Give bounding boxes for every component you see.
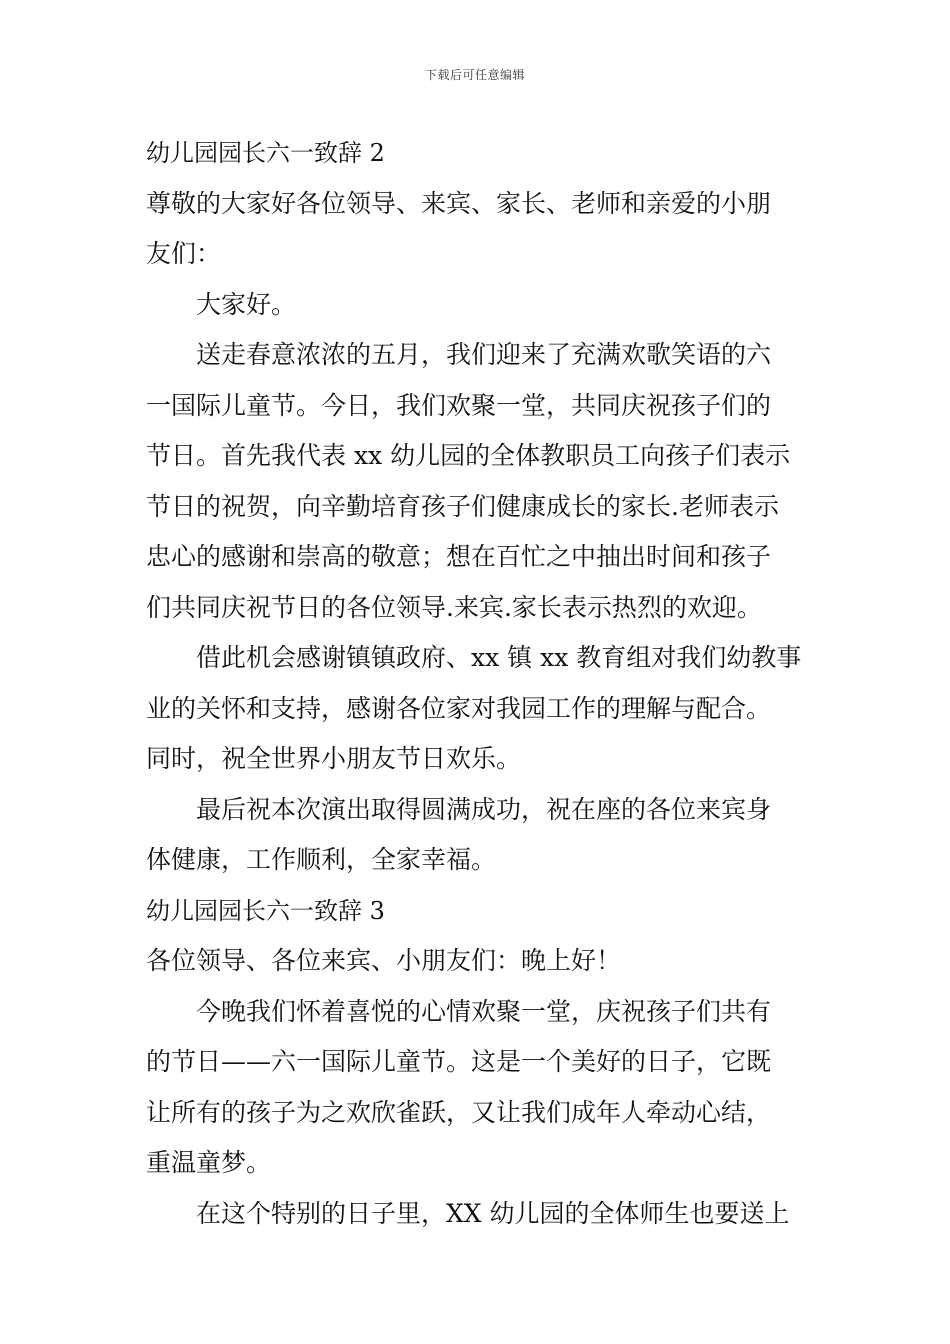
text-line: 的节日——六一国际儿童节。这是一个美好的日子，它既 (146, 1047, 772, 1076)
text-line: 借此机会感谢镇镇政府、xx 镇 xx 教育组对我们幼教事 (146, 643, 802, 672)
text-line: 送走春意浓浓的五月，我们迎来了充满欢歌笑语的六 (146, 340, 772, 369)
text-line: 们共同庆祝节日的各位领导.来宾.家长表示热烈的欢迎。 (146, 592, 762, 622)
document-body (146, 128, 810, 1239)
section-title: 幼儿园园长六一致辞 3 (146, 896, 385, 925)
text-line: 一国际儿童节。今日，我们欢聚一堂，共同庆祝孩子们的 (146, 390, 772, 420)
text-line: 最后祝本次演出取得圆满成功，祝在座的各位来宾身 (146, 794, 772, 824)
page-header-note: 下载后可任意编辑 (424, 68, 525, 82)
text-line: 各位领导、各位来宾、小朋友们：晚上好！ (146, 946, 622, 975)
text-line: 忠心的感谢和崇高的敬意；想在百忙之中抽出时间和孩子 (146, 542, 772, 571)
text-line: 让所有的孩子为之欢欣雀跃，又让我们成年人牵动心结， (146, 1097, 772, 1127)
text-line: 大家好。 (146, 289, 297, 319)
text-line: 今晚我们怀着喜悦的心情欢聚一堂，庆祝孩子们共有 (146, 996, 772, 1026)
text-line: 尊敬的大家好各位领导、来宾、家长、老师和亲爱的小朋 (146, 188, 772, 218)
text-line: 友们： (146, 239, 222, 268)
section-title: 幼儿园园长六一致辞 2 (146, 139, 385, 167)
text-line: 同时，祝全世界小朋友节日欢乐。 (146, 744, 522, 773)
text-line: 体健康，工作顺利，全家幸福。 (146, 845, 497, 874)
text-line: 在这个特别的日子里，XX 幼儿园的全体师生也要送上 (146, 1198, 790, 1228)
text-line: 节日。首先我代表 xx 幼儿园的全体教职员工向孩子们表示 (146, 441, 791, 470)
text-line: 业的关怀和支持，感谢各位家对我园工作的理解与配合。 (146, 693, 772, 723)
text-line: 重温童梦。 (146, 1148, 272, 1177)
text-line: 节日的祝贺，向辛勤培育孩子们健康成长的家长.老师表示 (146, 491, 779, 521)
